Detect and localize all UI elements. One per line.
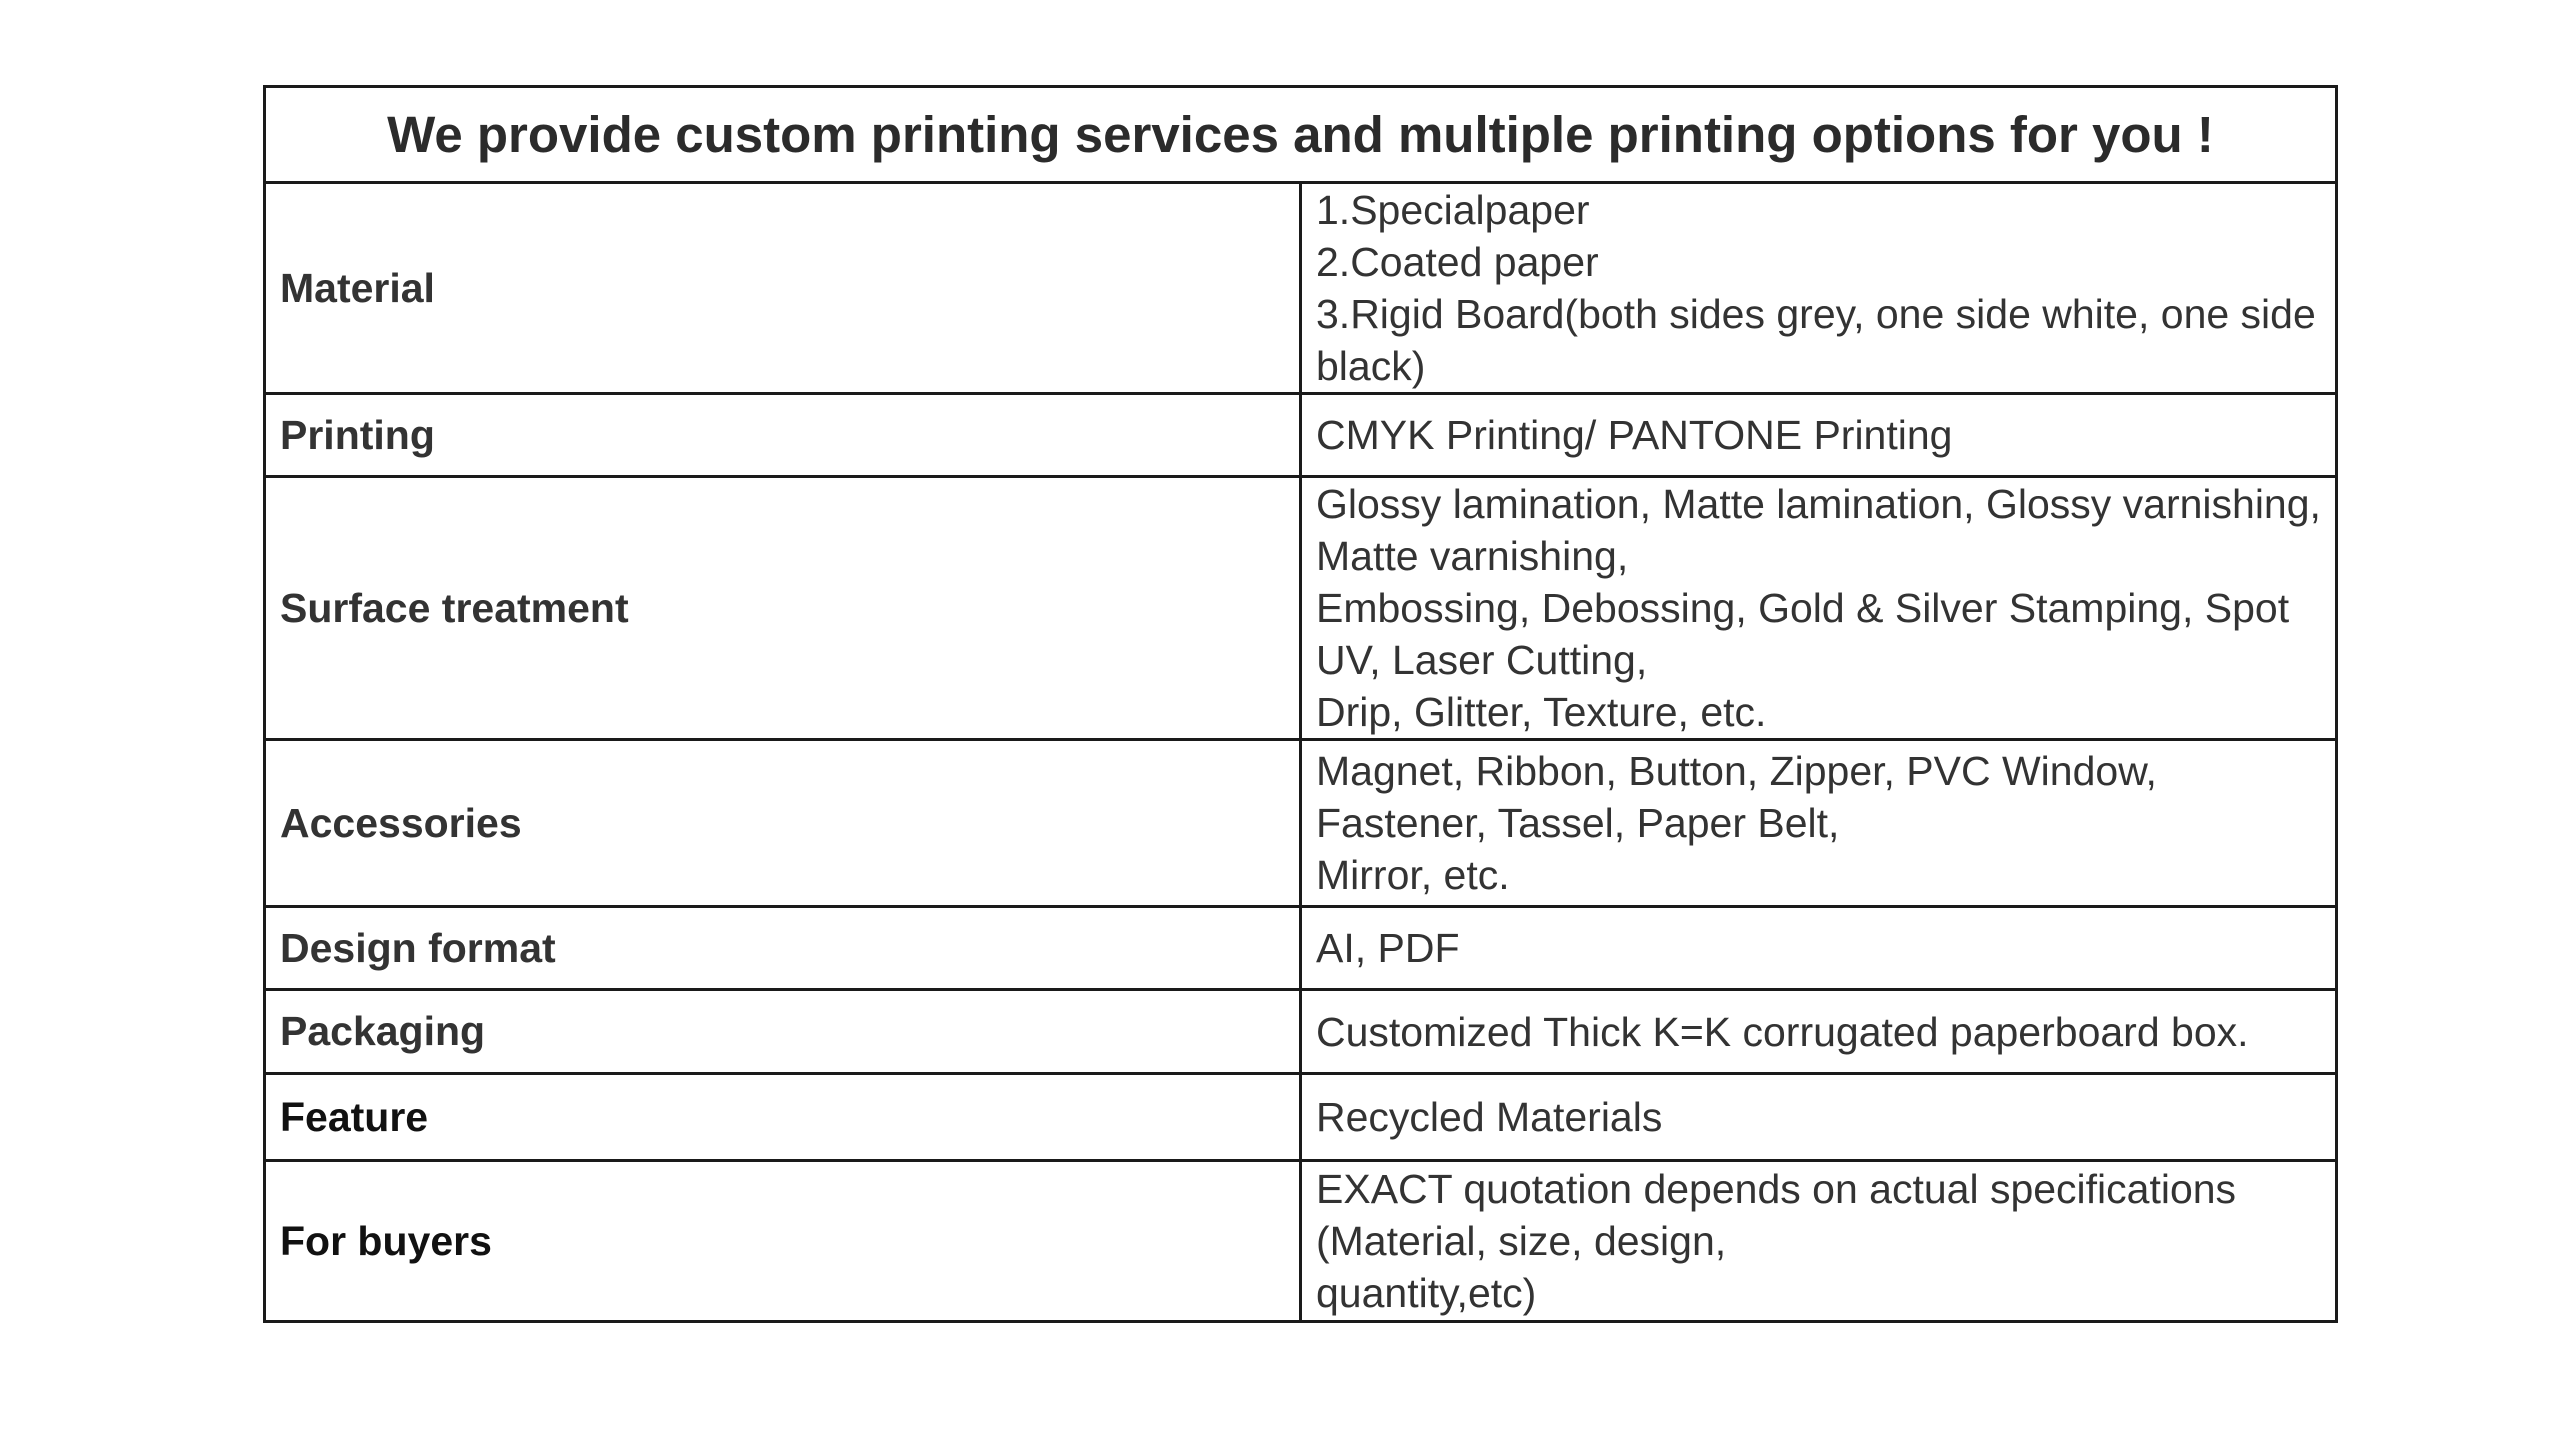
material-line-2: 2.Coated paper (1316, 239, 1599, 285)
surface-line-3: Drip, Glitter, Texture, etc. (1316, 689, 1767, 735)
row-label-packaging: Packaging (265, 990, 1301, 1074)
row-value-material (1301, 183, 2337, 394)
material-line-1: 1.Specialpaper (1316, 187, 1590, 233)
table-row-design-format (265, 907, 2337, 990)
table-row-material (265, 183, 2337, 394)
row-label-printing: Printing (265, 394, 1301, 477)
material-line-3: 3.Rigid Board(both sides grey, one side white, one side black) (1316, 291, 2316, 389)
packaging-line-1: Customized Thick K=K corrugated paperboard box. (1316, 1008, 2249, 1055)
printing-line-1: CMYK Printing/ PANTONE Printing (1316, 412, 1953, 458)
row-value-for-buyers (1301, 1161, 2337, 1322)
row-label-feature: Feature (265, 1074, 1301, 1161)
surface-line-1: Glossy lamination, Matte lamination, Glossy varnishing, Matte varnishing, (1316, 481, 2321, 579)
table-row-packaging (265, 990, 2337, 1074)
table-row-surface-treatment (265, 477, 2337, 740)
row-value-packaging (1301, 990, 2337, 1074)
row-value-feature (1301, 1074, 2337, 1161)
title-row (265, 87, 2337, 183)
table-row-printing (265, 394, 2337, 477)
buyers-line-1: EXACT quotation depends on actual specifications (Material, size, design, (1316, 1166, 2237, 1264)
feature-line-1: Recycled Materials (1316, 1094, 1663, 1140)
row-label-design-format: Design format (265, 907, 1301, 990)
row-value-design-format (1301, 907, 2337, 990)
row-value-printing (1301, 394, 2337, 477)
table-row-accessories (265, 740, 2337, 907)
design-format-line-1: AI, PDF (1316, 925, 1460, 971)
row-label-for-buyers: For buyers (265, 1161, 1301, 1322)
row-label-surface-treatment: Surface treatment (265, 477, 1301, 740)
table-row-for-buyers (265, 1161, 2337, 1322)
row-label-accessories: Accessories (265, 740, 1301, 907)
row-value-accessories (1301, 740, 2337, 907)
row-value-surface-treatment (1301, 477, 2337, 740)
table-row-feature (265, 1074, 2337, 1161)
accessories-line-2: Mirror, etc. (1316, 852, 1510, 898)
buyers-line-2: quantity,etc) (1316, 1270, 1537, 1316)
spec-table (263, 85, 2338, 1323)
surface-line-2: Embossing, Debossing, Gold & Silver Stamping, Spot UV, Laser Cutting, (1316, 585, 2290, 683)
row-label-material: Material (265, 183, 1301, 394)
table-title: We provide custom printing services and multiple printing options for you ! (265, 87, 2337, 183)
accessories-line-1: Magnet, Ribbon, Button, Zipper, PVC Window, Fastener, Tassel, Paper Belt, (1316, 748, 2157, 846)
